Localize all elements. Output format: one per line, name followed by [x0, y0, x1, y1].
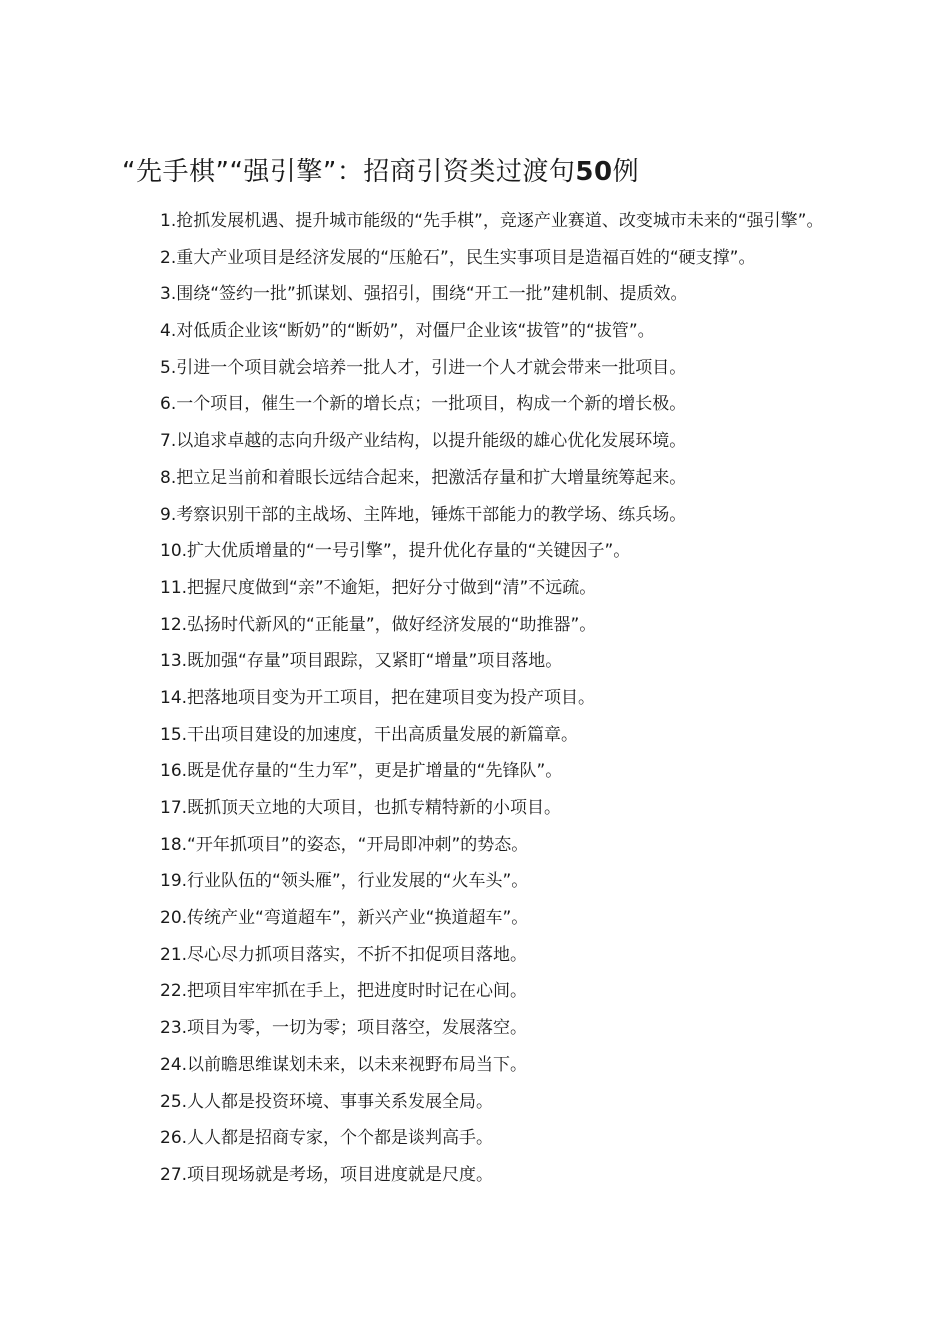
list-item: 11.把握尺度做到“亲”不逾矩，把好分寸做到“清”不远疏。 — [160, 577, 597, 598]
list-item: 8.把立足当前和着眼长远结合起来，把激活存量和扩大增量统筹起来。 — [160, 467, 687, 488]
sentence-list — [122, 208, 838, 1199]
list-item: 19.行业队伍的“领头雁”，行业发展的“火车头”。 — [160, 871, 529, 892]
list-item: 26.人人都是招商专家，个个都是谈判高手。 — [160, 1128, 494, 1149]
title-prefix: “先手棋”“强引擎”：招商引资类过渡句 — [122, 157, 576, 187]
list-item: 23.项目为零，一切为零；项目落空，发展落空。 — [160, 1018, 528, 1039]
list-item: 3.围绕“签约一批”抓谋划、强招引，围绕“开工一批”建机制、提质效。 — [160, 284, 688, 305]
list-item: 10.扩大优质增量的“一号引擎”，提升优化存量的“关键因子”。 — [160, 541, 631, 562]
list-item: 1.抢抓发展机遇、提升城市能级的“先手棋”，竞逐产业赛道、改变城市未来的“强引擎”。 — [160, 211, 824, 231]
list-item: 7.以追求卓越的志向升级产业结构，以提升能级的雄心优化发展环境。 — [160, 431, 687, 452]
list-item: 27.项目现场就是考场，项目进度就是尺度。 — [160, 1164, 494, 1185]
title-number: 50 — [575, 157, 613, 187]
list-item: 25.人人都是投资环境、事事关系发展全局。 — [160, 1091, 494, 1112]
list-item: 14.把落地项目变为开工项目，把在建项目变为投产项目。 — [160, 687, 596, 708]
list-item: 24.以前瞻思维谋划未来，以未来视野布局当下。 — [160, 1054, 528, 1075]
list-item: 2.重大产业项目是经济发展的“压舱石”，民生实事项目是造福百姓的“硬支撑”。 — [160, 247, 756, 268]
list-item: 18.“开年抓项目”的姿态，“开局即冲刺”的势态。 — [160, 834, 529, 855]
list-item: 9.考察识别干部的主战场、主阵地，锤炼干部能力的教学场、练兵场。 — [160, 504, 687, 525]
title-suffix: 例 — [612, 157, 640, 187]
list-item: 16.既是优存量的“生力军”，更是扩增量的“先锋队”。 — [160, 761, 563, 782]
list-item: 13.既加强“存量”项目跟踪，又紧盯“增量”项目落地。 — [160, 651, 563, 672]
list-item: 17.既抓顶天立地的大项目，也抓专精特新的小项目。 — [160, 798, 562, 818]
list-item: 15.干出项目建设的加速度，干出高质量发展的新篇章。 — [160, 724, 579, 745]
list-item: 20.传统产业“弯道超车”，新兴产业“换道超车”。 — [160, 908, 529, 929]
list-item: 12.弘扬时代新风的“正能量”，做好经济发展的“助推器”。 — [160, 614, 597, 635]
list-item: 21.尽心尽力抓项目落实，不折不扣促项目落地。 — [160, 944, 528, 965]
list-item: 4.对低质企业该“断奶”的“断奶”，对僵尸企业该“拔管”的“拔管”。 — [160, 321, 655, 342]
list-item: 6.一个项目，催生一个新的增长点；一批项目，构成一个新的增长极。 — [160, 394, 687, 415]
list-item: 5.引进一个项目就会培养一批人才，引进一个人才就会带来一批项目。 — [160, 357, 687, 378]
document-title — [122, 152, 639, 192]
list-item: 22.把项目牢牢抓在手上，把进度时时记在心间。 — [160, 981, 528, 1002]
